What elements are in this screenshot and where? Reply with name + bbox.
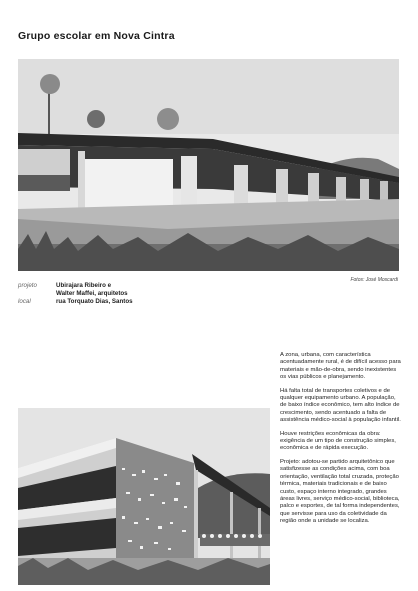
credits-projeto-row-2 [18,290,133,298]
photo-credit: Fotos: José Moscardi [350,277,398,283]
credits-local-value: rua Torquato Dias, Santos [56,298,133,305]
credits-projeto-line2: Walter Maffei, arquitetos [56,290,128,297]
credits-projeto-row [18,282,133,290]
article-text [280,352,402,532]
paragraph-restrictions: Houve restrições econômicas da obra: exigência de um tipo de construção simples, econômica e de rápida execução. [280,430,396,452]
school-building-photo-top [18,59,399,271]
paragraph-transport: Há falta total de transportes coletivos e de qualquer equipamento urbano. A população, de baixo índice econômico, tem alto índice de crescimento, sendo acentuado a falta de assistência médico-social à população infantil. [280,387,401,424]
credits-local-label: local [18,298,31,305]
credits-projeto-line1: Ubirajara Ribeiro e [56,282,112,289]
paragraph-project: Projeto: adotou-se partido arquitetônico que satisfizesse as condições acima, com boa orientação, ventilação total cruzada, proteção térmica, materiais tradicionais e de baixo custo, espaço interno integrado, grandes áreas livres, serviço médico-social, biblioteca, palco e esportes, de tal forma independentes, que servisse para uso da coletividade da região onde a unidade se localiza. [280,458,400,525]
paragraph-zone: A zona, urbana, com característica acentuadamente rural, é de difícil acesso para materiais e mão-de-obra, sendo inexistentes os vias públicos e planejamento. [280,352,401,381]
school-building-photo-bottom [18,408,270,585]
credits-local-row [18,298,133,306]
credits-projeto-label: projeto [18,282,37,289]
project-credits [18,282,133,306]
page-title: Grupo escolar em Nova Cintra [18,30,175,42]
